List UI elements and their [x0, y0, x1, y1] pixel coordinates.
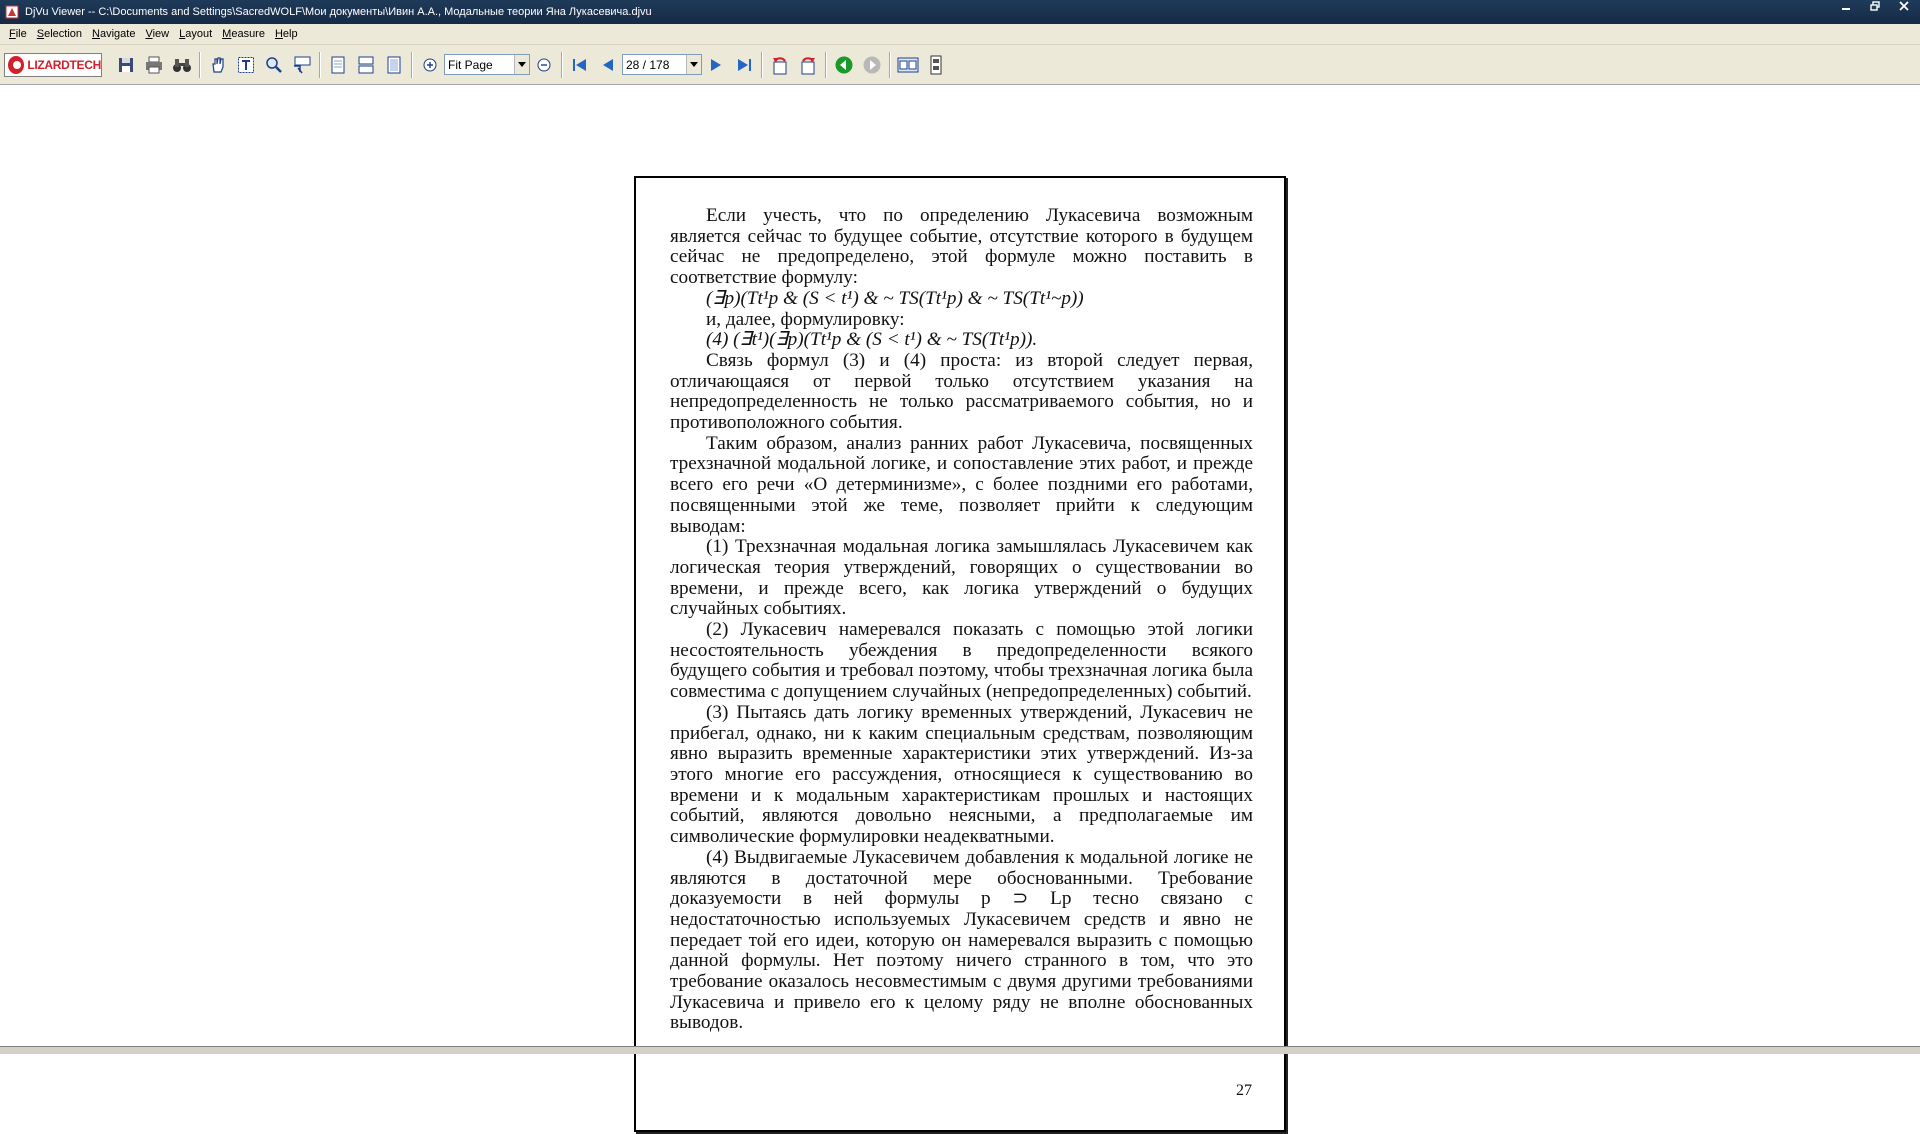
paragraph: и, далее, формулировку:	[706, 308, 905, 330]
chevron-down-icon[interactable]	[514, 55, 529, 74]
page-select[interactable]	[622, 54, 702, 75]
toolbar-separator	[761, 52, 763, 78]
lizardtech-logo[interactable]	[4, 53, 102, 77]
save-button[interactable]	[112, 51, 140, 79]
print-icon	[144, 56, 164, 74]
text-select-button[interactable]	[232, 51, 260, 79]
document-page[interactable]	[634, 176, 1286, 1132]
rotate-left-button[interactable]	[766, 51, 794, 79]
page-layout-icon	[385, 56, 403, 74]
pan-tool-button[interactable]	[204, 51, 232, 79]
first-page-button[interactable]	[566, 51, 594, 79]
page-number: 27	[1236, 1082, 1252, 1099]
chevron-down-icon[interactable]	[686, 55, 701, 74]
djvu-app-icon	[5, 5, 19, 19]
toolbar-separator	[319, 52, 321, 78]
single-page-icon	[329, 56, 347, 74]
region-select-button[interactable]	[288, 51, 316, 79]
formula: (∃p)(Tt¹p & (S < t¹) & ~ TS(Tt¹p) & ~ TS(Tt¹~p))	[706, 287, 1084, 309]
single-page-button[interactable]	[324, 51, 352, 79]
close-icon	[1899, 1, 1909, 11]
go-back-button[interactable]	[830, 51, 858, 79]
toolbar-separator	[199, 52, 201, 78]
menu-selection[interactable]	[32, 28, 87, 40]
maximize-button[interactable]	[1862, 1, 1887, 14]
toolbar-separator	[889, 52, 891, 78]
thumbnails-button[interactable]	[894, 51, 922, 79]
menu-navigate[interactable]	[87, 28, 140, 40]
page-select-value: 28 / 178	[626, 57, 670, 72]
rotate-right-icon	[798, 55, 818, 75]
paragraph: Таким образом, анализ ранних работ Лукасевича, посвященных трехзначной модальной логике, и сопоставление этих работ, и прежде всего его речи «О детерминизме», с более поздними его работами, посвященными этой же теме, позволяет прийти к следующим выводам:	[670, 432, 1253, 537]
toolbar-separator	[561, 52, 563, 78]
lizardtech-swirl-icon	[8, 56, 24, 74]
print-button[interactable]	[140, 51, 168, 79]
logo-text: LIZARDTECH	[27, 57, 101, 72]
binoculars-icon	[172, 56, 192, 74]
menu-layout[interactable]	[174, 28, 217, 40]
previous-page-button[interactable]	[594, 51, 622, 79]
menu-measure-label: Measure	[222, 28, 265, 40]
paragraph: Связь формул (3) и (4) проста: из второй следует первая, отличающаяся от первой только отсутствием указания на непредопределенность не только рассматриваемого события, но и противоположного события.	[670, 349, 1253, 434]
menu-file-label: File	[9, 28, 27, 40]
outline-icon	[928, 55, 944, 75]
magnifier-icon	[265, 56, 283, 74]
restore-icon	[1870, 1, 1880, 11]
menu-help-label: Help	[274, 28, 298, 40]
minimize-button[interactable]	[1833, 1, 1858, 14]
menu-measure[interactable]	[217, 28, 270, 40]
document-viewer[interactable]	[0, 86, 1920, 1099]
menu-selection-label: Selection	[36, 28, 83, 40]
paragraph: Если учесть, что по определению Лукасевича возможным является сейчас то будущее событие, отсутствие которого в будущем сейчас не предопределено, этой формуле можно поставить в соответствие формулу:	[670, 205, 1253, 289]
last-page-icon	[735, 56, 753, 74]
menu-navigate-label: Navigate	[92, 28, 136, 40]
zoom-in-button[interactable]	[416, 51, 444, 79]
outline-button[interactable]	[922, 51, 950, 79]
hand-icon	[209, 56, 227, 74]
zoom-select-value: Fit Page	[448, 57, 493, 72]
first-page-icon	[571, 56, 589, 74]
next-page-icon	[707, 56, 725, 74]
previous-page-icon	[599, 56, 617, 74]
continuous-page-button[interactable]	[352, 51, 380, 79]
menu-help[interactable]	[270, 28, 303, 40]
zoom-in-icon	[423, 58, 437, 72]
zoom-out-button[interactable]	[530, 51, 558, 79]
thumbnails-icon	[897, 56, 919, 74]
close-button[interactable]	[1891, 1, 1916, 14]
rotate-left-icon	[770, 55, 790, 75]
toolbar	[0, 45, 1920, 85]
save-icon	[117, 56, 135, 74]
toolbar-separator	[411, 52, 413, 78]
status-bar	[0, 1046, 1920, 1054]
zoom-tool-button[interactable]	[260, 51, 288, 79]
menu-layout-label: Layout	[179, 28, 213, 40]
title-bar	[0, 0, 1920, 24]
region-select-icon	[292, 56, 312, 74]
menu-bar	[0, 24, 1920, 45]
window-controls	[1833, 1, 1916, 14]
find-button[interactable]	[168, 51, 196, 79]
window-title: DjVu Viewer -- C:\Documents and Settings\SacredWOLF\Мои документы\Ивин А.А., Модальные теории Яна Лукасевича.djvu	[25, 6, 652, 18]
text-select-icon	[237, 56, 255, 74]
paragraph: (4) Выдвигаемые Лукасевичем добавления к модальной логике не являются в достаточной мере обоснованными. Требование доказуемости в ней формулы p ⊃ Lp тесно связано с недостаточностью используемых Лукасевичем средств и явно не передает той его идеи, которую он намеревался выразить с помощью данной формулы. Нет поэтому ничего странного в том, что это требование оказалось несовместимым с двумя другими требованиями Лукасевича и привело его к целому ряду не вполне обоснованных выводов.	[670, 846, 1253, 1034]
back-arrow-icon	[834, 55, 854, 75]
continuous-page-icon	[357, 56, 375, 74]
toolbar-separator	[825, 52, 827, 78]
formula: (4) (∃t¹)(∃p)(Tt¹p & (S < t¹) & ~ TS(Tt¹p)).	[706, 329, 1038, 351]
paragraph: (1) Трехзначная модальная логика замышлялась Лукасевичем как логическая теория утверждений, говорящих о существовании во времени, и прежде всего, как логика утверждений о будущих случайных событиях.	[670, 536, 1253, 620]
rotate-right-button[interactable]	[794, 51, 822, 79]
forward-arrow-icon	[862, 55, 882, 75]
menu-file[interactable]	[4, 28, 32, 40]
menu-view[interactable]	[140, 28, 174, 40]
zoom-select[interactable]	[444, 54, 530, 75]
go-forward-button[interactable]	[858, 51, 886, 79]
minimize-icon	[1841, 1, 1851, 11]
zoom-out-icon	[537, 58, 551, 72]
next-page-button[interactable]	[702, 51, 730, 79]
facing-page-button[interactable]	[380, 51, 408, 79]
page-text	[670, 206, 1253, 1034]
paragraph: (3) Пытаясь дать логику временных утверждений, Лукасевич не прибегал, однако, ни к каким специальным средствам, позволяющим явно выразить временные характеристики этих утверждений. Из-за этого многие его рассуждения, относящиеся к существованию во времени и к модальным характеристикам прошлых и настоящих событий, являются довольно неясными, а предполагаемые им символические формулировки неадекватными.	[670, 701, 1253, 848]
last-page-button[interactable]	[730, 51, 758, 79]
menu-view-label: View	[145, 28, 170, 40]
paragraph: (2) Лукасевич намеревался показать с помощью этой логики несостоятельность убеждения в предопределенности всякого будущего события и требовал поэтому, чтобы трехзначная логика была совместима с допущением случайных (непредопределенных) событий.	[670, 619, 1253, 703]
